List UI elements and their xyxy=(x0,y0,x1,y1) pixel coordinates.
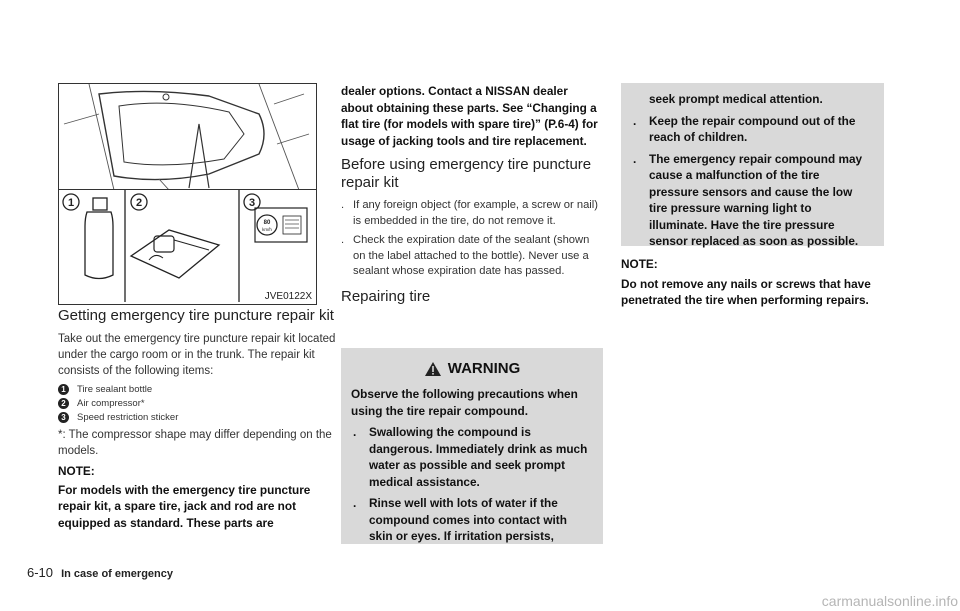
column-3-note xyxy=(621,256,884,309)
item-label: Tire sealant bottle xyxy=(77,383,153,395)
bullet-text: If any foreign object (for example, a screw or nail) is embedded in the tire, do not remove it. xyxy=(353,199,598,227)
warning-box xyxy=(341,348,603,544)
figure-code: JVE0122X xyxy=(264,291,312,302)
page-footer xyxy=(27,565,173,580)
trunk-drawing xyxy=(59,84,316,190)
watermark: carmanualsonline.info xyxy=(821,593,958,609)
section-heading-before-using: Before using emergency tire puncture repair kit xyxy=(341,156,592,191)
warning-title: WARNING xyxy=(447,360,521,377)
warning-intro: Observe the following precautions when using the tire repair compound. xyxy=(351,387,578,418)
warning-bullet-text: The emergency repair compound may cause a malfunction of the tire pressure sensors and cause the low tire pressure warning light to illuminate. Have the tire pressure sensor replaced as soon as possible. xyxy=(649,151,863,248)
note-text: For models with the emergency tire puncture repair kit, a spare tire, jack and rod are not equipped as standard. These parts are xyxy=(58,482,311,530)
column-2 xyxy=(341,83,603,306)
continued-note-text: dealer options. Contact a NISSAN dealer about obtaining these parts. See “Changing a flat tire (for models with spare tire)” (P.6-4) for usage of jacking tools and tire replacement. xyxy=(341,84,598,148)
sticker-unit: km/h xyxy=(262,227,272,232)
trunk-illustration xyxy=(59,84,316,190)
warning-bullet-text: Keep the repair compound out of the reach of children. xyxy=(649,113,856,144)
warning-bullet-text: Rinse well with lots of water if the compound comes into contact with skin or eyes. If irritation persists, xyxy=(369,496,567,543)
warning-icon xyxy=(424,361,442,377)
callout-1-label: 1 xyxy=(67,197,75,209)
item-label: Speed restriction sticker xyxy=(77,411,179,423)
bullet-text: Check the expiration date of the sealant (shown on the label attached to the bottle). Never use a sealant whose expiration date has passed. xyxy=(353,234,590,277)
callout-2-label: 2 xyxy=(135,197,143,209)
footnote: *: The compressor shape may differ depending on the models. xyxy=(58,429,332,457)
list-item: . Check the expiration date of the sealant (shown on the label attached to the bottle). Never use a sealant whose expiration date has passed. xyxy=(341,233,603,280)
item-number-badge: 3 xyxy=(58,412,69,423)
section-heading-repairing: Repairing tire xyxy=(341,287,431,305)
list-item: . Rinse well with lots of water if the compound comes into contact with skin or eyes. If irritation persists, xyxy=(351,495,591,545)
warning-continued-line xyxy=(631,91,872,108)
warning-cont-text: seek prompt medical attention. xyxy=(649,92,823,106)
kit-items-list xyxy=(58,382,346,424)
list-item: . Keep the repair compound out of the reach of children. xyxy=(631,113,872,146)
intro-paragraph: Take out the emergency tire puncture repair kit located under the cargo room or in the trunk. The repair kit consists of the following items: xyxy=(58,333,336,377)
sticker-speed: 80 xyxy=(263,220,271,226)
warning-header xyxy=(341,360,603,377)
warning-box-continued xyxy=(621,83,884,246)
kit-items-drawing xyxy=(59,190,318,302)
before-using-list xyxy=(341,198,603,280)
section-heading-get-kit: Getting emergency tire puncture repair kit xyxy=(58,307,334,324)
note-text: Do not remove any nails or screws that have penetrated the tire when performing repairs. xyxy=(621,276,871,307)
list-item: . The emergency repair compound may cause a malfunction of the tire pressure sensors and cause the low tire pressure warning light to illuminate. Have the tire pressure sensor replaced as soon as possible. xyxy=(631,151,872,250)
list-item: . If any foreign object (for example, a screw or nail) is embedded in the tire, do not remove it. xyxy=(341,198,603,229)
item-number-badge: 2 xyxy=(58,398,69,409)
chapter-title: In case of emergency xyxy=(61,568,173,580)
note-label: NOTE: xyxy=(58,464,95,478)
note-label: NOTE: xyxy=(621,257,658,271)
column-1 xyxy=(58,307,346,531)
bottle-cap xyxy=(93,198,107,210)
list-item xyxy=(58,396,346,410)
list-item: . Swallowing the compound is dangerous. Immediately drink as much water as possible and seek prompt medical assistance. xyxy=(351,424,591,490)
item-number-badge: 1 xyxy=(58,384,69,395)
list-item xyxy=(58,410,346,424)
warning-bullet-text: Swallowing the compound is dangerous. Immediately drink as much water as possible and seek prompt medical assistance. xyxy=(369,425,588,489)
repair-kit-figure xyxy=(58,83,317,305)
callout-3-label: 3 xyxy=(248,197,256,209)
list-item xyxy=(58,382,346,396)
page-number: 6-10 xyxy=(27,565,54,580)
item-label: Air compressor* xyxy=(77,397,145,409)
